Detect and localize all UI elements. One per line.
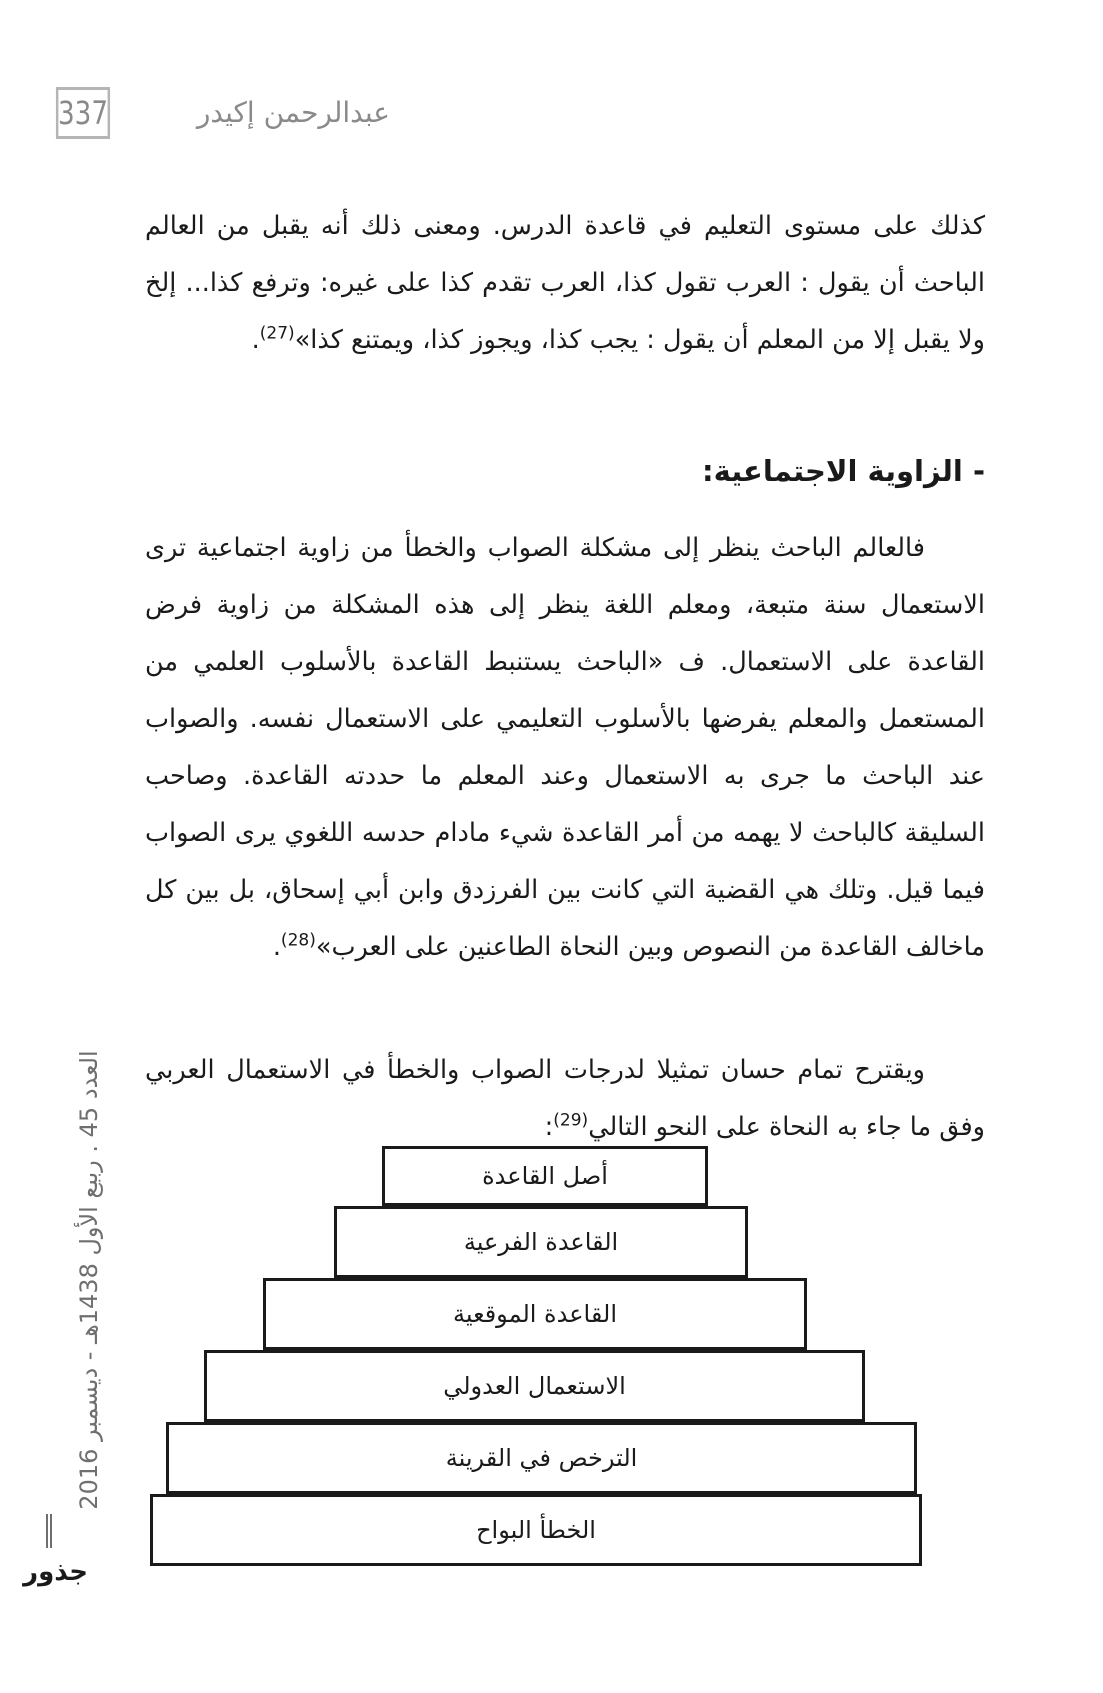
section-heading: - الزاوية الاجتماعية: — [702, 454, 985, 488]
paragraph-3 — [145, 1042, 985, 1156]
journal-logo: جذور — [23, 1557, 88, 1587]
paragraph-3-end: : — [544, 1112, 554, 1142]
footnote-ref-29: (29) — [553, 1110, 589, 1131]
pyramid-tier-deviant-usage: الاستعمال العدولي — [204, 1350, 865, 1422]
paragraph-1-end: . — [251, 325, 260, 355]
pyramid-tier-clear-error: الخطأ البواح — [150, 1494, 922, 1566]
footnote-ref-27: (27) — [259, 323, 295, 344]
pyramid-tier-context-license: الترخص في القرينة — [166, 1422, 917, 1494]
side-divider — [46, 1514, 52, 1548]
paragraph-3-text: ويقترح تمام حسان تمثيلا لدرجات الصواب والخطأ في الاستعمال العربي وفق ما جاء به النحاة على النحو التالي — [145, 1055, 985, 1142]
page-number: 337 — [56, 87, 110, 139]
pyramid-tier-positional-rule: القاعدة الموقعية — [263, 1278, 807, 1350]
pyramid-tier-base-rule: أصل القاعدة — [382, 1146, 708, 1206]
paragraph-2-end: . — [272, 932, 281, 962]
paragraph-2-text: فالعالم الباحث ينظر إلى مشكلة الصواب والخطأ من زاوية اجتماعية ترى الاستعمال سنة متبعة، ومعلم اللغة ينظر إلى هذه المشكلة من زاوية فرض القاعدة على الاستعمال. ف «الباحث يستنبط القاعدة بالأسلوب العلمي من المستعمل والمعلم يفرضها بالأسلوب التعليمي على الاستعمال نفسه. والصواب عند الباحث ما جرى به الاستعمال وعند المعلم ما حددته القاعدة. وصاحب السليقة كالباحث لا يهمه من أمر القاعدة شيء مادام حدسه اللغوي يرى الصواب فيما قيل. وتلك هي القضية التي كانت بين الفرزدق وابن أبي إسحاق، بل بين كل ماخالف القاعدة من النصوص وبين النحاة الطاعنين على العرب» — [145, 533, 985, 962]
running-header-author: عبدالرحمن إكيدر — [196, 96, 390, 129]
paragraph-1 — [145, 198, 985, 369]
pyramid-tier-sub-rule: القاعدة الفرعية — [334, 1206, 748, 1278]
paragraph-1-text: كذلك على مستوى التعليم في قاعدة الدرس. ومعنى ذلك أنه يقبل من العالم الباحث أن يقول : العرب تقول كذا، العرب تقدم كذا على غيره: وترفع كذا... إلخ ولا يقبل إلا من المعلم أن يقول : يجب كذا، ويجوز كذا، ويمتنع كذا» — [145, 211, 985, 355]
footnote-ref-28: (28) — [280, 930, 316, 951]
side-issue-info: العدد 45 . ربيع الأول 1438هـ - ديسمبر 2016 — [75, 1050, 103, 1510]
paragraph-2 — [145, 520, 985, 976]
